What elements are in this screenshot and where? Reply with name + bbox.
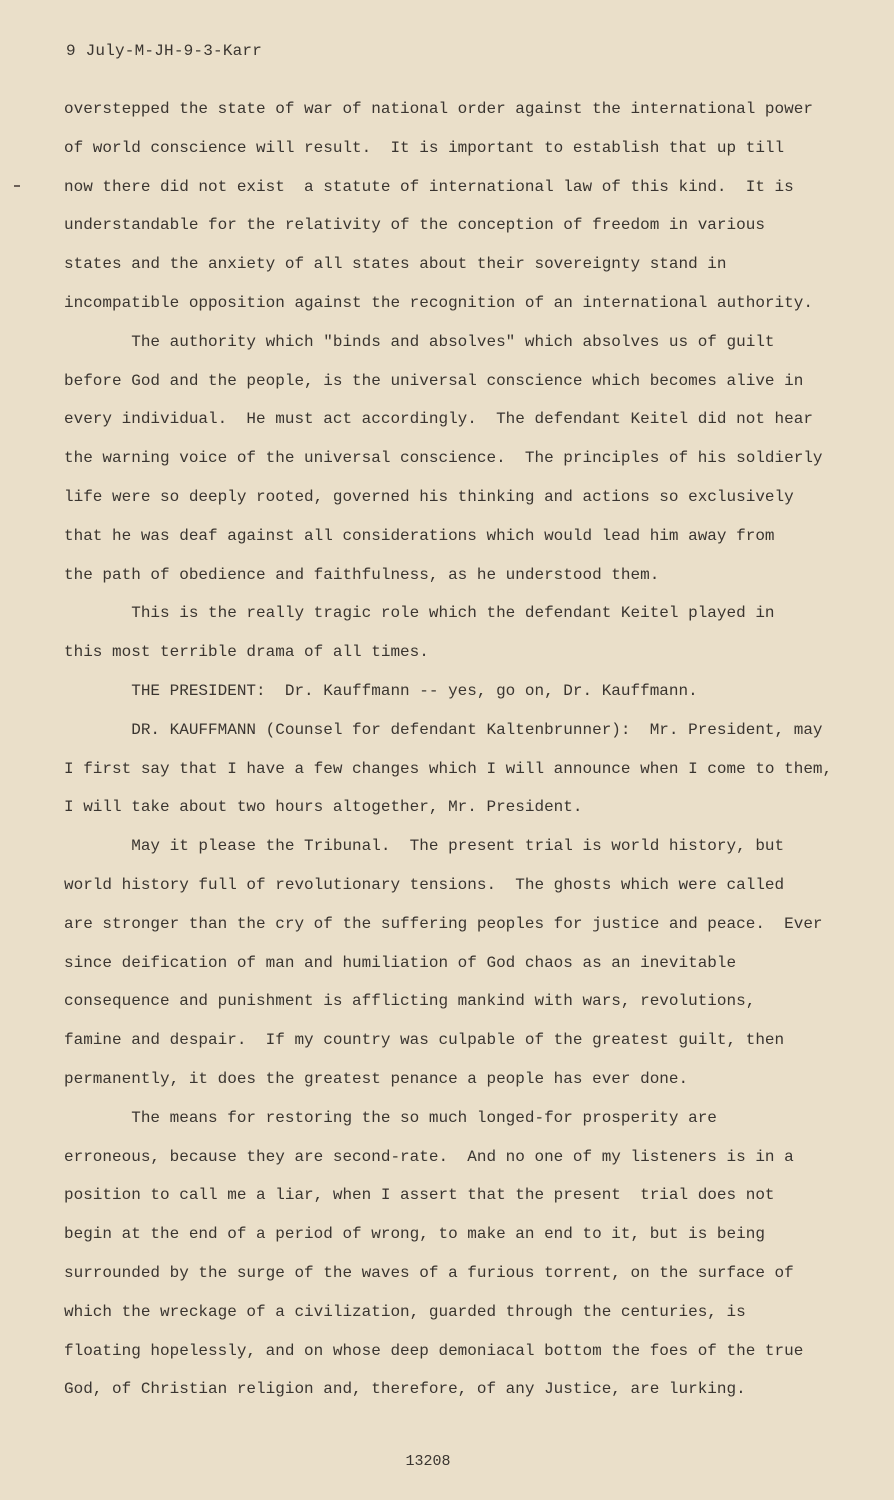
text-line: God, of Christian religion and, therefore, of any Justice, are lurking. <box>64 1380 746 1399</box>
text-line: position to call me a liar, when I assert that the present trial does not <box>64 1186 775 1205</box>
text-line: surrounded by the surge of the waves of a furious torrent, on the surface of <box>64 1263 794 1282</box>
text-line: states and the anxiety of all states about their sovereignty stand in <box>64 255 727 274</box>
body-text <box>64 94 834 1413</box>
text-line: incompatible opposition against the recognition of an international authority. <box>64 293 813 312</box>
text-line: I first say that I have a few changes which I will announce when I come to them, <box>64 759 833 778</box>
text-line: which the wreckage of a civilization, guarded through the centuries, is <box>64 1302 746 1321</box>
text-line: THE PRESIDENT: Dr. Kauffmann -- yes, go on, Dr. Kauffmann. <box>64 681 698 700</box>
margin-mark <box>14 185 20 187</box>
text-line: overstepped the state of war of national order against the international power <box>64 100 813 118</box>
text-line: begin at the end of a period of wrong, to make an end to it, but is being <box>64 1225 765 1244</box>
text-line: This is the really tragic role which the defendant Keitel played in <box>64 604 775 623</box>
page-header: 9 July-M-JH-9-3-Karr <box>66 42 263 60</box>
text-line: world history full of revolutionary tensions. The ghosts which were called <box>64 875 785 894</box>
text-line: are stronger than the cry of the suffering peoples for justice and peace. Ever <box>64 914 823 933</box>
text-line: consequence and punishment is afflicting mankind with wars, revolutions, <box>64 992 756 1011</box>
text-line: DR. KAUFFMANN (Counsel for defendant Kaltenbrunner): Mr. President, may <box>64 720 823 739</box>
text-line: The authority which "binds and absolves" which absolves us of guilt <box>64 332 775 351</box>
page-number: 13208 <box>405 1453 451 1470</box>
text-line: now there did not exist a statute of international law of this kind. It is <box>64 177 794 196</box>
text-line: before God and the people, is the universal conscience which becomes alive in <box>64 371 804 390</box>
text-line: floating hopelessly, and on whose deep demoniacal bottom the foes of the true <box>64 1341 804 1360</box>
text-line: understandable for the relativity of the conception of freedom in various <box>64 216 765 235</box>
text-line: every individual. He must act accordingly. The defendant Keitel did not hear <box>64 410 813 429</box>
text-line: life were so deeply rooted, governed his thinking and actions so exclusively <box>64 487 794 506</box>
text-line: May it please the Tribunal. The present trial is world history, but <box>64 837 785 856</box>
text-line: the path of obedience and faithfulness, as he understood them. <box>64 565 660 584</box>
text-line: of world conscience will result. It is important to establish that up till <box>64 138 785 157</box>
text-line: erroneous, because they are second-rate. And no one of my listeners is in a <box>64 1147 794 1166</box>
text-line: permanently, it does the greatest penance a people has ever done. <box>64 1069 689 1088</box>
text-line: that he was deaf against all considerations which would lead him away from <box>64 526 775 545</box>
text-line: since deification of man and humiliation of God chaos as an inevitable <box>64 953 737 972</box>
text-line: famine and despair. If my country was culpable of the greatest guilt, then <box>64 1031 785 1050</box>
text-line: the warning voice of the universal conscience. The principles of his soldierly <box>64 449 823 468</box>
text-line: The means for restoring the so much longed-for prosperity are <box>64 1108 717 1127</box>
text-line: this most terrible drama of all times. <box>64 643 429 662</box>
text-line: I will take about two hours altogether, Mr. President. <box>64 798 583 817</box>
